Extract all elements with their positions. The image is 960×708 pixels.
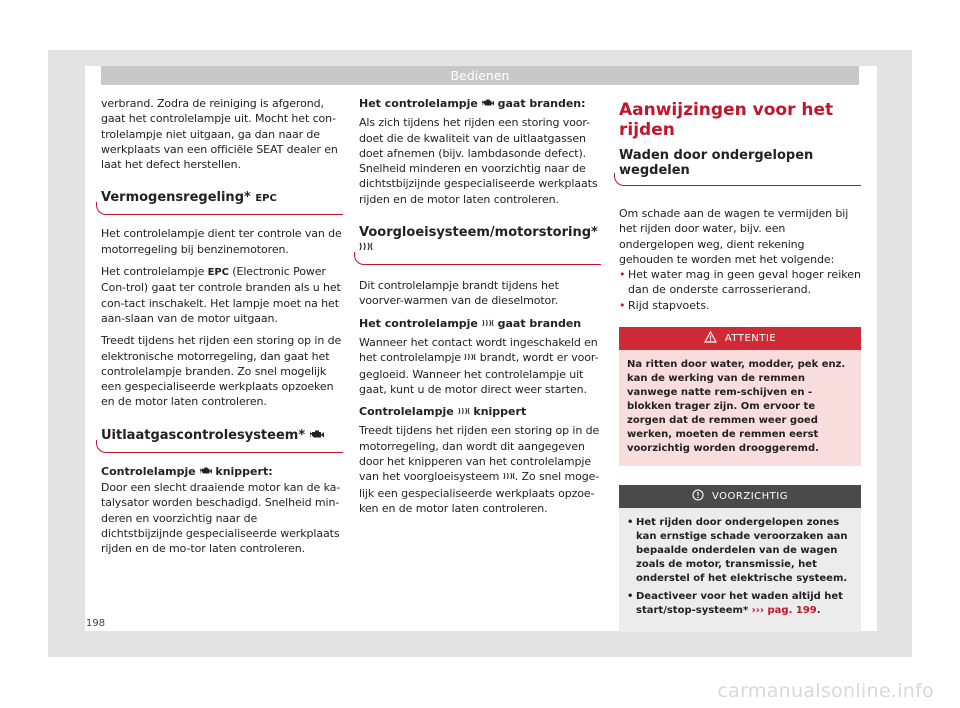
engine-icon: [200, 465, 212, 480]
attentie-box: [619, 327, 861, 466]
column-1: [101, 96, 342, 557]
paragraph: Het controlelampje EPC (Electronic Power Con-trol) gaat ter controle branden als u het con-tact inschakelt. Het lampje moet na het aan-slaan van de motor uitgaan.: [101, 265, 341, 325]
heading-waden: Waden door ondergelopen wegdelen: [619, 148, 861, 184]
watermark: carmanualsonline.info: [717, 680, 934, 702]
voorzichtig-box: [619, 485, 861, 632]
list-item: • Deactiveer voor het waden altijd het start/stop-systeem* ››› pag. 199.: [627, 591, 843, 617]
subheading: Het controlelampje gaat branden: [359, 316, 600, 332]
list-item: • Het rijden door ondergelopen zones kan ernstige schade veroorzaken aan bepaalde onderdelen van de wagen zoals de motor, transmissie, het onderstel of het elektrische systeem.: [627, 517, 848, 585]
glow-plug-icon: [482, 317, 494, 332]
warning-icon: [704, 331, 717, 346]
paragraph: verbrand. Zodra de reiniging is afgerond, gaat het controlelampje uit. Mocht het con-trolelampje niet uitgaan, ga dan naar de werkplaats van een officiële SEAT dealer en laat het defect herstellen.: [101, 97, 338, 172]
section-title: Aanwijzingen voor het rijden: [619, 100, 834, 140]
paragraph: Als zich tijdens het rijden een storing voor-doet die de kwaliteit van de uitlaatgassen doet afnemen (bijv. lambdasonde defect). Snelheid minderen en voorzichtig naar de dichtstbijzijnde gespecialiseerde werkplaats rijden en de motor laten controleren.: [359, 116, 598, 206]
engine-icon: [482, 97, 494, 112]
heading-uitlaatgascontrolesysteem: Uitlaatgascontrolesysteem*: [101, 428, 342, 450]
column-2: [359, 96, 600, 516]
subheading: Controlelampje knippert:: [101, 464, 342, 480]
paragraph: Treedt tijdens het rijden een storing op in de elektronische motorregeling, dan gaat het controlelampje branden. Zo snel mogelijk een gespecialiseerde werkplaats opzoeken en de motor laten controleren.: [101, 334, 342, 409]
paragraph: Door een slecht draaiende motor kan de ka-talysator worden beschadigd. Snelheid min-deren en voorzichtig naar de dichtstbijzijnde gespecialiseerde werkplaats rijden en de mo-tor laten controleren.: [101, 481, 341, 556]
bullet-icon: •: [627, 591, 634, 603]
paragraph: Om schade aan de wagen te vermijden bij het rijden door water, bijv. een ondergelopen weg, dient rekening gehouden te worden met het volgende:: [619, 207, 849, 266]
paragraph: Wanneer het contact wordt ingeschakeld en het controlelampje brandt, wordt er voor-gegloeid. Wanneer het controlelampje uit gaat, kunt u de motor direct weer starten.: [359, 335, 599, 396]
list-item: • Het water mag in geen geval hoger reiken dan de onderste carrosserierand.: [619, 268, 861, 297]
subheading: Het controlelampje gaat branden:: [359, 96, 600, 112]
paragraph: Het controlelampje dient ter controle van de motorregeling bij benzinemotoren.: [101, 227, 342, 256]
attentie-text: Na ritten door water, modder, pek enz. kan de werking van de remmen vanwege natte rem-schijven en -blokken trager zijn. Om ervoor te zorgen dat de remmen weer goed werken, moeten de remmen eerst voorzichtig worden drooggeremd.: [619, 350, 861, 466]
column-3: [619, 96, 861, 632]
section-header: Bedienen: [101, 66, 859, 85]
attentie-header: ATTENTIE: [619, 327, 861, 350]
paragraph: Dit controlelampje brandt tijdens het voorver-warmen van de dieselmotor.: [359, 279, 559, 308]
bullet-icon: •: [627, 517, 634, 529]
paragraph: Treedt tijdens het rijden een storing op in de motorregeling, dan wordt dit aangegeven door het knipperen van het controlelampje van het voorgloeisysteem . Zo snel moge-lijk een gespecialiseerde werkplaats opzoe-ken en de motor laten controleren.: [359, 424, 600, 515]
voorzichtig-text: [619, 508, 861, 632]
epc-icon: EPC: [207, 267, 229, 279]
glow-plug-icon: [464, 351, 476, 366]
subheading: Controlelampje knippert: [359, 404, 600, 420]
glow-plug-icon: [458, 405, 470, 420]
list-item: • Rijd stapvoets.: [619, 298, 710, 312]
bullet-icon: •: [619, 298, 626, 312]
voorzichtig-header: VOORZICHTIG: [619, 485, 861, 508]
heading-vermogensregeling: Vermogensregeling* EPC: [101, 190, 342, 212]
page-link[interactable]: ››› pag. 199: [751, 605, 817, 617]
bullet-icon: •: [619, 268, 626, 282]
epc-icon: EPC: [255, 193, 277, 205]
glow-plug-icon: [503, 470, 515, 485]
page-number: 198: [86, 618, 106, 629]
heading-voorgloeisysteem: Voorgloeisysteem/motorstoring*: [359, 225, 600, 262]
info-circle-icon: [692, 489, 704, 504]
